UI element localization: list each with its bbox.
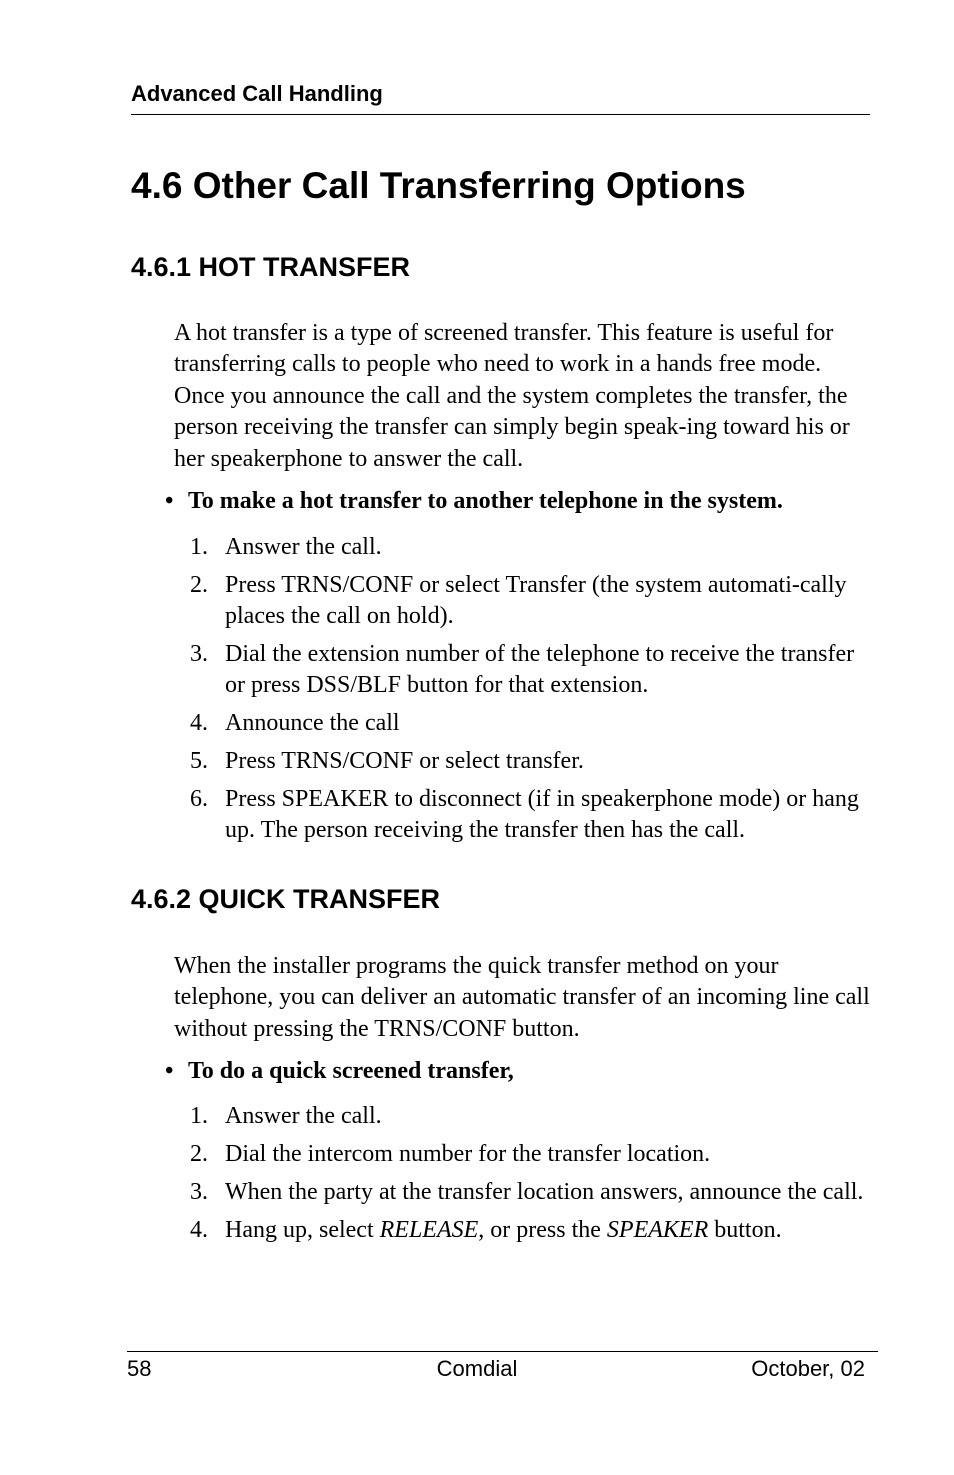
step-text: Press TRNS/CONF or select transfer. [225,748,584,774]
hot-transfer-bullet [165,486,783,517]
step-number: 5. [190,748,208,774]
step-text: Dial the intercom number for the transfer location. [225,1141,711,1167]
step-number: 4. [190,1217,208,1243]
step-text: Dial the extension number of the telephone to receive the transfer or press DSS/BLF button for that extension. [225,641,855,698]
hot-transfer-bullet-text: To make a hot transfer to another telephone in the system. [188,488,783,514]
bullet-icon: • [165,488,174,514]
speaker-term: SPEAKER [606,1217,709,1243]
list-item [190,639,880,701]
list-item [190,708,880,739]
list-item [190,532,880,563]
step-text: Press SPEAKER to disconnect (if in speakerphone mode) or hang up. The person receiving the transfer then has the call. [225,786,859,843]
hot-transfer-steps [190,532,880,846]
list-item [190,1177,880,1208]
footer-publisher: Comdial [436,1356,518,1381]
step-text: Answer the call. [225,1103,382,1129]
step-number: 4. [190,710,208,736]
step-number: 3. [190,1179,208,1205]
step-number: 2. [190,1141,208,1167]
step-text: Announce the call [225,710,400,736]
bullet-icon: • [165,1058,174,1084]
step-number: 3. [190,641,208,667]
header-rule [131,114,870,115]
hot-transfer-heading: 4.6.1 HOT TRANSFER [131,252,411,282]
quick-transfer-description: When the installer programs the quick transfer method on your telephone, you can deliver an automatic transfer of an incoming line call without pressing the TRNS/CONF button. [174,953,870,1042]
list-item [190,1101,880,1132]
step-number: 1. [190,1103,208,1129]
page-number: 58 [127,1356,152,1381]
section-title: 4.6 Other Call Transferring Options [131,165,746,206]
step-text: button. [708,1217,782,1243]
hot-transfer-description: A hot transfer is a type of screened transfer. This feature is useful for transferring calls to people who need to work in a hands free mode. Once you announce the call and the system completes the transfer, the person receiving the transfer can simply begin speak-ing toward his or her speakerphone to answer the call. [174,320,850,472]
list-item [190,784,880,846]
step-text: Hang up, select [225,1217,380,1243]
step-number: 6. [190,786,208,812]
step-text: Answer the call. [225,534,382,560]
quick-transfer-steps [190,1101,880,1246]
list-item [190,570,880,632]
quick-transfer-bullet-text: To do a quick screened transfer, [188,1058,514,1084]
footer-date: October, 02 [751,1356,865,1381]
step-text: , or press the [478,1217,607,1243]
quick-transfer-bullet [165,1056,514,1087]
release-term: RELEASE [379,1217,479,1243]
running-header: Advanced Call Handling [131,81,383,106]
step-number: 2. [190,572,208,598]
list-item [190,1215,880,1246]
footer-rule [127,1351,878,1352]
step-text: When the party at the transfer location answers, announce the call. [225,1179,864,1205]
quick-transfer-heading: 4.6.2 QUICK TRANSFER [131,884,441,914]
step-text: Press TRNS/CONF or select Transfer (the system automati-cally places the call on hold). [225,572,847,629]
step-number: 1. [190,534,208,560]
list-item [190,1139,880,1170]
list-item [190,746,880,777]
